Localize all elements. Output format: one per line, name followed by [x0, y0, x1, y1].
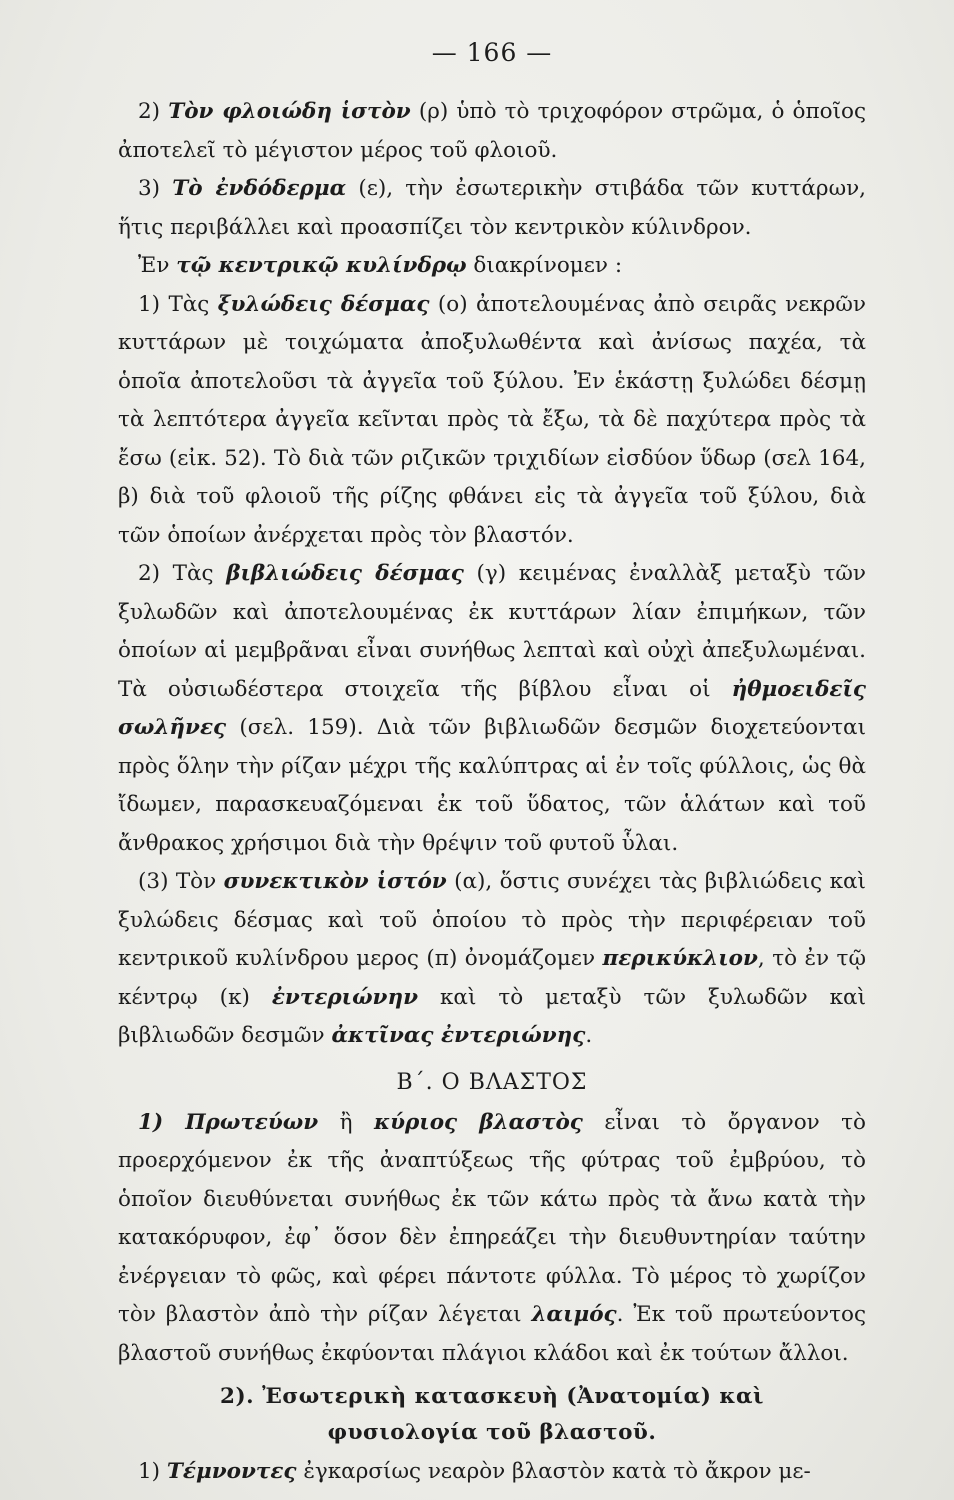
text-run: (γ) κειμένας ἐναλλὰξ μεταξὺ τῶν ξυλωδῶν καὶ ἀποτελουμένας ἐκ κυττάρων λίαν ἐπιμήκων, τῶν ὁποίων αἱ μεμβρᾶναι εἶναι συνήθως λεπταὶ καὶ οὐχὶ ἀπεξυλωμέναι. Τὰ οὐσιωδέστερα στοιχεῖα τῆς βίβλου εἶναι οἱ: [118, 561, 866, 702]
text-run: (σελ. 159). Διὰ τῶν βιβλιωδῶν δεσμῶν διοχετεύονται πρὸς ὅλην τὴν ρίζαν μέχρι τῆς καλύπτρας αἱ ἐν τοῖς φύλλοις, ὡς θὰ ἴδωμεν, παρασκευαζόμεναι ἐκ τοῦ ὕδατος, τῶν ἁλάτων καὶ τοῦ ἄνθρακος χρήσιμοι διὰ τὴν θρέψιν τοῦ φυτοῦ ὗλαι.: [118, 715, 866, 856]
paragraph-p8: [118, 1453, 866, 1492]
text-run: διακρίνομεν :: [466, 253, 623, 278]
emphasized-term: Τέμνοντες: [166, 1459, 297, 1484]
text-run: .: [585, 1023, 593, 1048]
body-text-part-1: [118, 93, 866, 1056]
page-number: — 166 —: [431, 38, 553, 67]
paragraph-p5: [118, 555, 866, 863]
text-run: 1): [138, 1459, 167, 1484]
text-run: . Ἐκ τοῦ πρωτεύοντος βλαστοῦ συνήθως ἐκφύονται πλάγιοι κλάδοι καὶ ἐκ τούτων ἄλλοι.: [118, 1302, 866, 1366]
subsection-title: [118, 1379, 866, 1451]
text-run: καὶ τὸ μεταξὺ τῶν ξυλωδῶν καὶ βιβλιωδῶν δεσμῶν: [118, 984, 866, 1048]
subsection-title-line-1: 2). Ἐσωτερικὴ κατασκευὴ (Ἀνατομία) καὶ: [220, 1384, 764, 1409]
emphasized-term: περικύκλιον: [602, 946, 758, 971]
text-run: ἐγκαρσίως νεαρὸν βλαστὸν κατὰ τὸ ἄκρον με-: [296, 1459, 811, 1484]
emphasized-term: λαιμός: [531, 1302, 617, 1327]
paragraph-p4: [118, 286, 866, 556]
body-text-part-3: [118, 1453, 866, 1492]
text-run: 2): [138, 99, 169, 124]
subsection-title-line-2: φυσιολογία τοῦ βλαστοῦ.: [327, 1420, 657, 1445]
emphasized-term: 1) Πρωτεύων: [138, 1109, 319, 1135]
text-run: (ο) ἀποτελουμένας ἀπὸ σειρᾶς νεκρῶν κυττάρων μὲ τοιχώματα ἀποξυλωθέντα καὶ ἀνίσως παχέα, τὰ ὁποῖα ἀποτελοῦσι τὰ ἀγγεῖα τοῦ ξύλου. Ἐν ἑκάστῃ ξυλώδει δέσμῃ τὰ λεπτότερα ἀγγεῖα κεῖνται πρὸς τὰ ἔξω, τὰ δὲ παχύτερα πρὸς τὰ ἔσω (εἰκ. 52). Τὸ διὰ τῶν ριζικῶν τριχιδίων εἰσδύον ὕδωρ (σελ 164, β) διὰ τοῦ φλοιοῦ τῆς ρίζης φθάνει εἰς τὰ ἀγγεῖα τοῦ ξύλου, διὰ τῶν ὁποίων ἀνέρχεται πρὸς τὸν βλαστόν.: [118, 291, 866, 548]
emphasized-term: κύριος βλαστὸς: [373, 1109, 583, 1135]
emphasized-term: βιβλιώδεις δέσμας: [226, 561, 464, 586]
emphasized-term: ἀκτῖνας ἐντεριώνης: [331, 1023, 586, 1048]
text-run: 2) Τὰς: [138, 561, 227, 586]
paragraph-p3: [118, 247, 866, 286]
text-run: (ρ) ὑπὸ τὸ τριχοφόρον στρῶμα, ὁ ὁποῖος ἀποτελεῖ τὸ μέγιστον μέρος τοῦ φλοιοῦ.: [118, 99, 866, 163]
text-run: ἢ: [318, 1109, 374, 1135]
body-text-part-2: [118, 1104, 866, 1374]
text-run: (α), ὅστις συνέχει τὰς βιβλιώδεις καὶ ξυλώδεις δέσμας καὶ τοῦ ὁποίου τὸ πρὸς τὴν περιφέρειαν τοῦ κεντρικοῦ κυλίνδρου μερος (π) ὀνομάζομεν: [118, 869, 866, 971]
section-heading: Β΄. Ο ΒΛΑΣΤΟΣ: [396, 1069, 588, 1095]
text-run: εἶναι τὸ ὄργανον τὸ προερχόμενον ἐκ τῆς ἀναπτύξεως τῆς φύτρας τοῦ ἐμβρύου, τὸ ὁποῖον διευθύνεται συνήθως ἐκ τῶν κάτω πρὸς τὰ ἄνω κατὰ τὴν κατακόρυφον, ἐφ᾿ ὅσον δὲν ἐπηρεάζει τὴν διευθυντηρίαν ταύτην ἐνέργειαν τὸ φῶς, καὶ φέρει πάντοτε φύλλα. Τὸ μέρος τὸ χωρίζον τὸν βλαστὸν ἀπὸ τὴν ρίζαν λέγεται: [118, 1109, 866, 1327]
paragraph-p2: [118, 170, 866, 247]
paragraph-p6: [118, 863, 866, 1056]
text-run: Ἐν: [138, 253, 177, 278]
paragraph-p1: [118, 93, 866, 170]
emphasized-term: ἐντεριώνην: [271, 984, 419, 1010]
text-run: (3) Τὸν: [138, 869, 224, 894]
emphasized-term: τῷ κεντρικῷ κυλίνδρῳ: [176, 253, 467, 278]
text-run: 3): [138, 176, 173, 201]
text-run: , τὸ ἐν τῷ κέντρῳ (κ): [118, 946, 866, 1010]
emphasized-term: Τὸ ἐνδόδερμα: [172, 176, 347, 201]
text-run: 1) Τὰς: [138, 291, 218, 317]
emphasized-term: Τὸν φλοιώδη ἱστὸν: [168, 99, 411, 124]
paragraph-p7: [118, 1104, 866, 1374]
emphasized-term: ξυλώδεις δέσμας: [217, 291, 430, 317]
emphasized-term: ἠθμοειδεῖς σωλῆνες: [118, 676, 866, 740]
emphasized-term: συνεκτικὸν ἱστόν: [223, 869, 447, 894]
text-run: (ε), τὴν ἐσωτερικὴν στιβάδα τῶν κυττάρων, ἥτις περιβάλλει καὶ προασπίζει τὸν κεντρικὸν κύλινδρον.: [118, 176, 867, 240]
